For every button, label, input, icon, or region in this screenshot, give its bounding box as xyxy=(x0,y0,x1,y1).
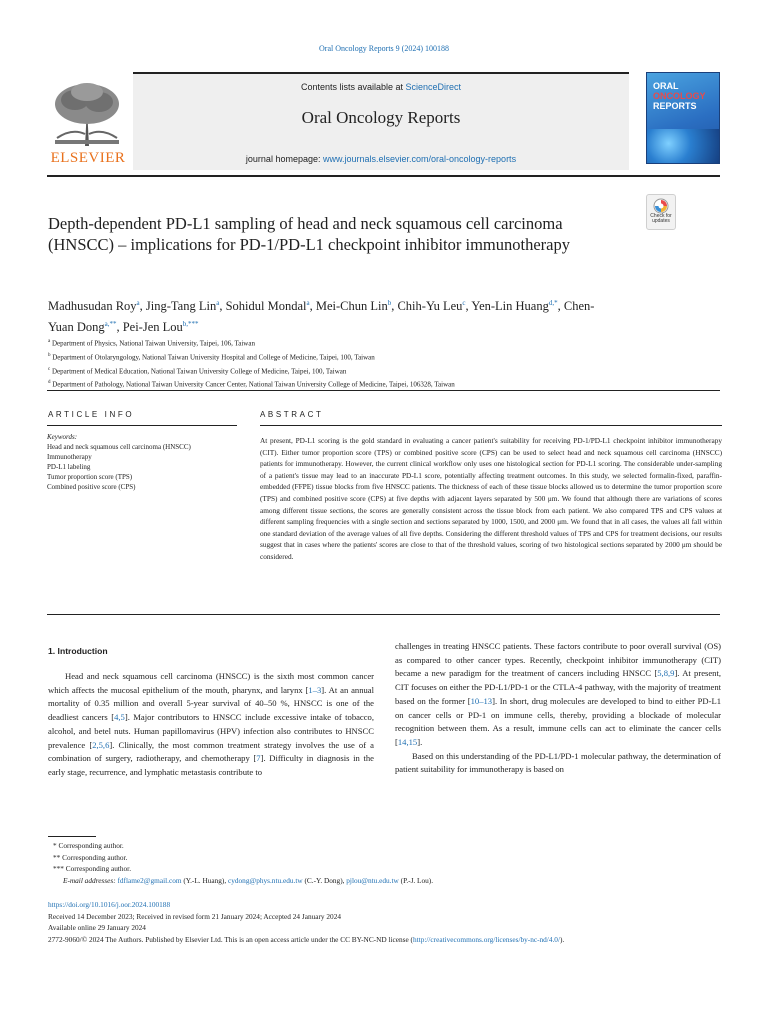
homepage-label: journal homepage: xyxy=(245,154,323,164)
keyword: Immunotherapy xyxy=(47,453,92,461)
email-link[interactable]: pjlou@ntu.edu.tw xyxy=(346,875,399,885)
author-affiliation-mark[interactable]: c xyxy=(462,299,466,307)
abstract-heading: ABSTRACT xyxy=(260,410,324,419)
paragraph-text: challenges in treating HNSCC patients. These factors contribute to poor overall survival (OS) as compared to other cancer types. Recently, checkpoint inhibitor immunotherapy (CIT) became a new paradigm for the treatment of cancers including HNSCC [ xyxy=(395,641,721,679)
body-paragraph xyxy=(395,640,721,750)
paragraph-text: ]. Major contributors to HNSCC include excessive intake of tobacco, alcohol, and betel nuts. Human papillomavirus (HPV) infection also contributes to HNSCC prevalence [ xyxy=(48,712,375,750)
journal-title: Oral Oncology Reports xyxy=(301,108,461,127)
email-link[interactable]: cydong@phys.ntu.edu.tw xyxy=(228,875,303,885)
cover-artwork xyxy=(647,129,719,164)
author-name[interactable]: Yen-Lin Huang xyxy=(471,299,549,314)
sciencedirect-link[interactable]: ScienceDirect xyxy=(405,82,462,92)
publisher-name: ELSEVIER xyxy=(50,150,126,166)
paragraph-text: ]. In short, drug molecules are developed to bind to either PD-L1 on cancer cells or PD-1 on immune cells, thereby, providing a blockade of molecular recognition between them. As a result, immune cells can act to eliminate the cancer cells [ xyxy=(395,695,722,747)
journal-reference[interactable]: Oral Oncology Reports 9 (2024) 100188 xyxy=(319,44,449,53)
citation-link[interactable]: 1–3 xyxy=(308,684,322,695)
license-suffix: ). xyxy=(560,934,565,944)
citation-link[interactable]: 14,15 xyxy=(397,736,418,747)
author-affiliation-mark[interactable]: d,* xyxy=(548,299,558,307)
citation-link[interactable]: 10–13 xyxy=(470,695,493,706)
header-divider xyxy=(47,175,720,177)
email-owner: (Y.-L. Huang), xyxy=(181,875,228,885)
affiliation-mark: a xyxy=(48,339,51,344)
paragraph-text: Head and neck squamous cell carcinoma (HNSCC) is the sixth most common cancer which affects the mucosal epithelium of the mouth, pharynx, and larynx [ xyxy=(48,671,374,695)
keyword: PD-L1 labeling xyxy=(47,463,91,471)
keywords-label: Keywords: xyxy=(47,433,78,441)
author-name[interactable]: Sohidul Mondal xyxy=(225,299,307,314)
homepage-link[interactable]: www.journals.elsevier.com/oral-oncology-reports xyxy=(322,154,517,164)
author-affiliation-mark[interactable]: a xyxy=(136,299,140,307)
affiliation-text: Department of Medical Education, National Taiwan University College of Medicine, Taipei, 100, Taiwan xyxy=(50,366,347,375)
author-affiliation-mark[interactable]: a,** xyxy=(104,320,117,329)
corresponding-note: * Corresponding author. xyxy=(53,841,124,850)
article-metadata xyxy=(48,899,728,945)
corresponding-note: ** Corresponding author. xyxy=(53,852,128,862)
homepage-line xyxy=(133,154,629,164)
body-paragraph: Based on this understanding of the PD-L1/PD-1 molecular pathway, the determination of patient suitability for immunotherapy is based on xyxy=(395,750,721,775)
author-name[interactable]: Madhusudan Roy xyxy=(48,299,137,314)
affiliation-text: Department of Pathology, National Taiwan University Cancer Center, National Taiwan University College of Medicine, Taipei, 106328, Taiwan xyxy=(50,380,455,389)
body-paragraph xyxy=(48,670,374,780)
doi-link[interactable]: https://doi.org/10.1016/j.oor.2024.100188 xyxy=(48,900,171,909)
abstract-end-divider xyxy=(47,614,720,615)
affiliation-mark: b xyxy=(48,352,51,358)
check-updates-label: updates xyxy=(652,218,670,224)
footnotes xyxy=(53,840,653,886)
author-name[interactable]: Pei-Jen Lou xyxy=(122,320,183,335)
keyword: Tumor proportion score (TPS) xyxy=(47,473,133,481)
abstract-body: At present, PD-L1 scoring is the gold standard in evaluating a cancer patient's suitability for receiving PD-1/PD-L1 checkpoint inhibitor immunotherapy (CIT). Either tumor proportion score (TPS) or combined positive score (CPS) can be used to select head and neck squamous cell carcinoma (HNSCC) patients for immunotherapy. However, the current clinical workflow only uses one histological section for PD-L1 scoring. The considerable under-sampling of a patient's tissue may lead to an inaccurate PD-L1 score, potentially affecting treatment outcomes. In this study, we selected formalin-fixed, paraffin-embedded (FFPE) tissue blocks from five HNSCC patients. The thickness of each of these tissue blocks allowed us to determine the tumor proportion score (TPS) and combined positive score (CPS) at five depths with adjacent layers separated by 500 μm. We found that although there are variations of scores among different tissue sections, the scores are generally consistent across the tissue block from each patient. We also compared TPS and CPS values at different sampling frequencies with a single section and sections separated by 1000, 1500, and 2000 μm. We found that in all cases, the values all fall within one standard deviation of the average values of all five depths. Considering the different threshold values of TPS and CPS for treatment decisions, our results suggest that in cases where the patients' scores are close to that of the threshold values, scoring of two histological sections separated by 2000 μm should be considered. xyxy=(260,436,722,561)
license-prefix: 2772-9060/© 2024 The Authors. Published by Elsevier Ltd. This is an open access article under the CC BY-NC-ND license ( xyxy=(48,934,413,944)
affiliation-text: Department of Physics, National Taiwan University, Taipei, 106, Taiwan xyxy=(50,339,255,348)
affiliation xyxy=(48,350,648,364)
affiliation-list xyxy=(48,336,648,391)
cover-line: REPORTS xyxy=(653,101,697,111)
journal-header xyxy=(133,72,629,170)
citation-link[interactable]: 4,5 xyxy=(114,712,125,723)
author-name[interactable]: Chih-Yu Leu xyxy=(397,299,463,314)
check-for-updates-button[interactable] xyxy=(646,194,676,230)
author-affiliation-mark[interactable]: b,*** xyxy=(182,320,199,329)
paragraph-text: ]. xyxy=(417,736,423,747)
check-updates-icon xyxy=(653,198,669,214)
author-affiliation-mark[interactable]: b xyxy=(387,299,392,307)
journal-cover-image[interactable] xyxy=(646,72,720,164)
available-online-date: Available online 29 January 2024 xyxy=(48,923,146,933)
affiliation xyxy=(48,336,648,350)
author-list: Madhusudan Roy$^a$, Jing-Tang Lin$^a$, Sohidul Mondal$^a$, Mei-Chun Lin$^b$, Chih-Yu Leu$^c$, Yen-Lin Huang$^{d,*}$, Chen-Yuan Dong$^{a,**}$, Pei-Jen Lou$^{b,***}$ xyxy=(48,299,595,335)
author-affiliation-mark[interactable]: a xyxy=(306,299,310,307)
keyword: Head and neck squamous cell carcinoma (HNSCC) xyxy=(47,443,191,451)
article-title: Depth-dependent PD-L1 sampling of head and neck squamous cell carcinoma (HNSCC) – implications for PD-1/PD-L1 checkpoint inhibitor immunotherapy xyxy=(48,214,570,254)
email-owner: (P.-J. Lou). xyxy=(398,875,434,885)
affiliation xyxy=(48,364,648,378)
affiliation-text: Department of Otolaryngology, National Taiwan University Hospital and College of Medicine, Taipei, 100, Taiwan xyxy=(50,353,375,362)
paragraph-text: ]. Difficulty in diagnosis in the early stage, recurrence, and lymphatic metastasis contribute to xyxy=(48,753,374,777)
license-link[interactable]: http://creativecommons.org/licenses/by-nc-nd/4.0/ xyxy=(413,934,560,944)
cover-line: ORAL xyxy=(653,81,679,91)
email-link[interactable]: fdflame2@gmail.com xyxy=(117,875,182,885)
affiliation-mark: d xyxy=(48,380,51,386)
author-affiliation-mark[interactable]: a xyxy=(216,299,220,307)
section-heading-introduction: 1. Introduction xyxy=(48,646,108,656)
footnote-divider xyxy=(48,836,96,837)
author-name[interactable]: Chen-Yuan Dong xyxy=(48,299,595,335)
article-info-rule xyxy=(47,425,237,426)
citation-link[interactable]: 5,8,9 xyxy=(657,668,675,679)
article-info-heading: ARTICLE INFO xyxy=(48,410,135,419)
keywords-box xyxy=(47,432,237,492)
citation-link[interactable]: 2,5,6 xyxy=(92,739,110,750)
received-dates: Received 14 December 2023; Received in revised form 21 January 2024; Accepted 24 January 2024 xyxy=(48,911,341,921)
body-column-left xyxy=(48,646,374,780)
contents-line xyxy=(133,82,629,92)
check-updates-label: Check for xyxy=(650,213,672,219)
cover-line: ONCOLOGY xyxy=(653,91,706,101)
citation-link[interactable]: 7 xyxy=(256,753,261,764)
affiliation-mark: c xyxy=(48,366,51,372)
keyword: Combined positive score (CPS) xyxy=(47,483,136,491)
abstract-rule xyxy=(260,425,722,426)
contents-prefix: Contents lists available at xyxy=(300,82,406,92)
paragraph-text: ]. At present, CIT focuses on either the PD-L1/PD-1 or the CTLA-4 pathway, with the majority of treatment based on the former [ xyxy=(395,668,721,706)
license-statement xyxy=(48,934,728,946)
author-name[interactable]: Jing-Tang Lin xyxy=(145,299,217,314)
body-column-right xyxy=(395,640,721,777)
corresponding-note: *** Corresponding author. xyxy=(53,864,132,874)
author-name[interactable]: Mei-Chun Lin xyxy=(315,299,388,314)
email-owner: (C.-Y. Dong), xyxy=(302,875,347,885)
email-label: E-mail addresses: xyxy=(63,875,118,885)
paragraph-text: ]. Clinically, the most common treatment strategy involves the use of a combination of surgery, radiotherapy, and chemotherapy [ xyxy=(48,739,374,764)
email-addresses xyxy=(63,875,653,887)
paragraph-text: ]. At an annual mortality of 0.35 million and overall 5-year survival of 40–50 %, HNSCC is one of the deadliest cancers [ xyxy=(48,684,375,723)
cover-title xyxy=(653,81,706,111)
section-divider xyxy=(47,390,720,391)
